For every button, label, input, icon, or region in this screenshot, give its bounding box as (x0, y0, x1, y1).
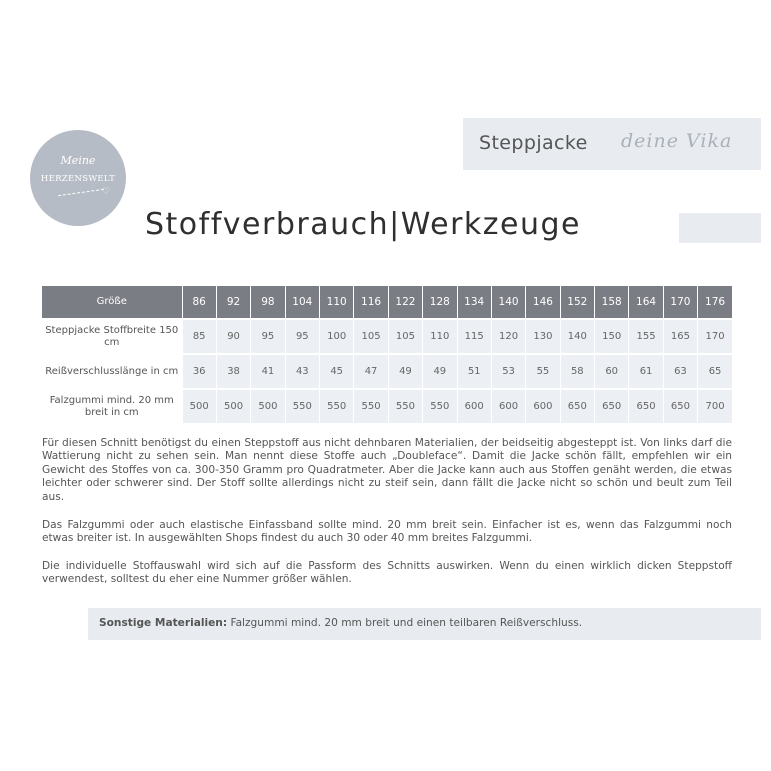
size-header-cell: 128 (423, 286, 457, 319)
table-cell: 130 (526, 319, 560, 354)
size-header-cell: 104 (285, 286, 319, 319)
table-cell: 47 (354, 354, 388, 389)
size-header-cell: 134 (457, 286, 491, 319)
size-header-cell: 110 (320, 286, 354, 319)
table-cell: 90 (216, 319, 250, 354)
size-header-cell: 170 (663, 286, 697, 319)
logo (30, 130, 126, 226)
materials-text (99, 617, 582, 629)
table-cell: 110 (423, 319, 457, 354)
logo-script: Meine (60, 154, 96, 167)
table-cell: 550 (423, 389, 457, 423)
logo-dashed-line (58, 189, 104, 196)
table-cell: 63 (663, 354, 697, 389)
row-label: Falzgummi mind. 20 mm breit in cm (42, 389, 182, 423)
size-header-cell: 122 (388, 286, 422, 319)
table-cell: 150 (595, 319, 629, 354)
size-header-cell: 152 (560, 286, 594, 319)
size-header-cell: 92 (216, 286, 250, 319)
materials-label: Sonstige Materialien: (99, 617, 228, 629)
table-cell: 140 (560, 319, 594, 354)
table-cell: 550 (354, 389, 388, 423)
page-title: Stoffverbrauch|Werkzeuge (145, 207, 582, 242)
table-cell: 700 (698, 389, 732, 423)
row-label: Reißverschlusslänge in cm (42, 354, 182, 389)
table-cell: 65 (698, 354, 732, 389)
table-cell: 650 (629, 389, 663, 423)
table-cell: 105 (354, 319, 388, 354)
table-cell: 49 (423, 354, 457, 389)
table-row (42, 354, 732, 389)
designer-signature: deine Vika (621, 130, 733, 152)
size-header-cell: 86 (182, 286, 216, 319)
size-header-cell: 146 (526, 286, 560, 319)
heading-accent-bar (679, 213, 761, 243)
table-cell: 170 (698, 319, 732, 354)
table-cell: 115 (457, 319, 491, 354)
table-cell: 120 (491, 319, 525, 354)
pattern-badge (463, 118, 761, 170)
table-row (42, 389, 732, 423)
size-header-cell: 164 (629, 286, 663, 319)
table-cell: 155 (629, 319, 663, 354)
pattern-name: Steppjacke (479, 132, 588, 154)
table-cell: 55 (526, 354, 560, 389)
table-cell: 85 (182, 319, 216, 354)
table-cell: 650 (663, 389, 697, 423)
table-cell: 43 (285, 354, 319, 389)
table-cell: 95 (285, 319, 319, 354)
table-cell: 36 (182, 354, 216, 389)
table-cell: 500 (216, 389, 250, 423)
materials-box (88, 608, 761, 640)
table-cell: 38 (216, 354, 250, 389)
table-cell: 51 (457, 354, 491, 389)
table-cell: 61 (629, 354, 663, 389)
table-cell: 53 (491, 354, 525, 389)
size-header-cell: 116 (354, 286, 388, 319)
table-cell: 600 (491, 389, 525, 423)
table-cell: 600 (526, 389, 560, 423)
size-header-cell: 140 (491, 286, 525, 319)
table-cell: 550 (388, 389, 422, 423)
table-cell: 650 (595, 389, 629, 423)
table-cell: 58 (560, 354, 594, 389)
table-cell: 500 (251, 389, 285, 423)
table-cell: 60 (595, 354, 629, 389)
table-cell: 41 (251, 354, 285, 389)
table-cell: 550 (320, 389, 354, 423)
size-table (42, 286, 732, 423)
elastic-binding-paragraph: Das Falzgummi oder auch elastische Einfassband sollte mind. 20 mm breit sein. Einfacher ist es, wenn das Falzgummi noch etwas breiter ist. In ausgewählten Shops findest du auch 30 oder 40 mm breites Falzgummi. (42, 519, 732, 545)
table-cell: 600 (457, 389, 491, 423)
heart-icon: ♡ (102, 187, 111, 197)
size-header-label: Größe (42, 286, 182, 319)
size-header-cell: 98 (251, 286, 285, 319)
table-cell: 95 (251, 319, 285, 354)
size-header-cell: 176 (698, 286, 732, 319)
table-cell: 650 (560, 389, 594, 423)
table-cell: 49 (388, 354, 422, 389)
table-cell: 100 (320, 319, 354, 354)
row-label: Steppjacke Stoffbreite 150 cm (42, 319, 182, 354)
fit-note-paragraph: Die individuelle Stoffauswahl wird sich auf die Passform des Schnitts auswirken. Wenn du einen wirklich dicken Steppstoff verwendest, solltest du eher eine Nummer größer wählen. (42, 560, 732, 586)
size-header-cell: 158 (595, 286, 629, 319)
logo-wordmark: HERZENSWELT (40, 174, 116, 184)
materials-list: Falzgummi mind. 20 mm breit und einen teilbaren Reißverschluss. (227, 617, 583, 629)
table-row (42, 319, 732, 354)
table-cell: 105 (388, 319, 422, 354)
table-cell: 500 (182, 389, 216, 423)
table-cell: 165 (663, 319, 697, 354)
fabric-description-paragraph: Für diesen Schnitt benötigst du einen Steppstoff aus nicht dehnbaren Materialien, der beidseitig abgesteppt ist. Von links darf die Wattierung nicht zu sehen sein. Man nennt diese Stoffe auch „Doubleface“. Damit die Jacke schön fällt, empfehlen wir ein Gewicht des Stoffes von ca. 300-350 Gramm pro Quadratmeter. Aber die Jacke kann auch aus Stoffen genäht werden, die etwas leichter oder schwerer sind. Der Stoff sollte allerdings nicht zu steif sein, dann fällt die Jacke nicht so schön und beult zum Teil aus. (42, 437, 732, 503)
table-cell: 45 (320, 354, 354, 389)
size-header-row (42, 286, 732, 319)
table-cell: 550 (285, 389, 319, 423)
